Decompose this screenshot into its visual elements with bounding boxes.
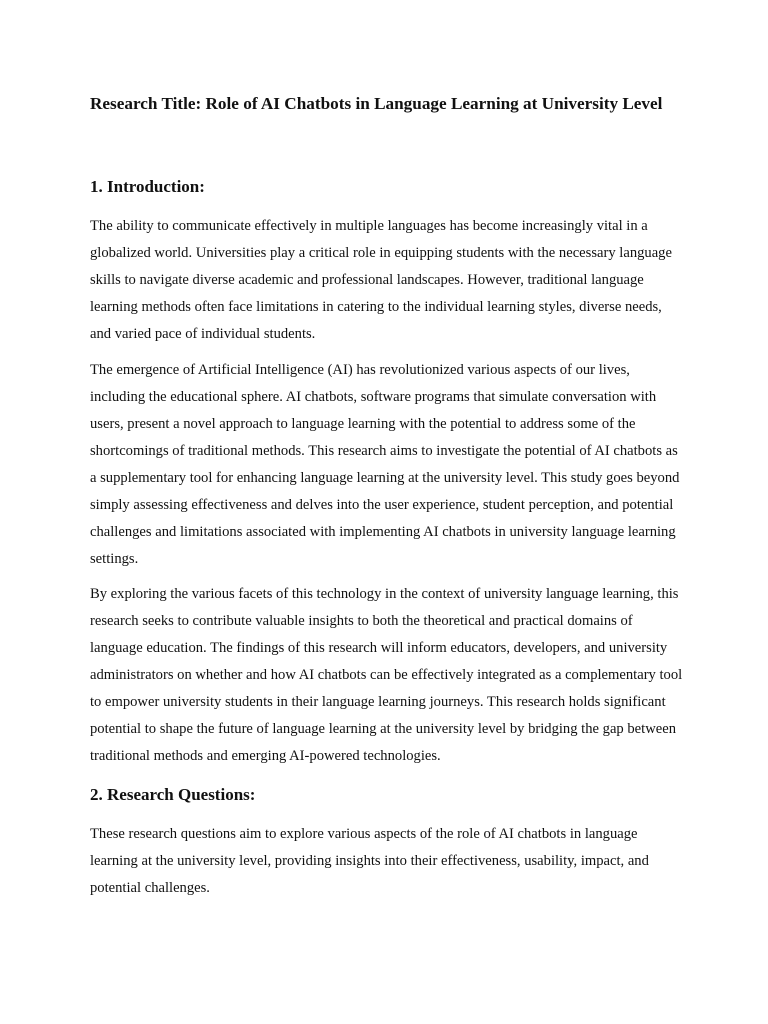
introduction-paragraph-3: By exploring the various facets of this technology in the context of university language learning, this research seeks to contribute valuable insights to both the theoretical and practical domains of language education. The findings of this research will inform educators, developers, and university administrators on whether and how AI chatbots can be effectively integrated as a complementary tool to empower university students in their language learning journeys. This research holds significant potential to shape the future of language learning at the university level by bridging the gap between traditional methods and emerging AI-powered technologies. [90, 586, 683, 764]
section-heading-research-questions: 2. Research Questions: [90, 785, 256, 804]
introduction-paragraph-2: The emergence of Artificial Intelligence (AI) has revolutionized various aspects of our lives, including the educational sphere. AI chatbots, software programs that simulate conversation with users, present a novel approach to language learning with the potential to address some of the shortcomings of traditional methods. This research aims to investigate the potential of AI chatbots as a supplementary tool for enhancing language learning at the university level. This study goes beyond simply assessing effectiveness and delves into the user experience, student perception, and potential challenges and limitations associated with implementing AI chatbots in university language learning settings. [90, 362, 680, 567]
document-title: Research Title: Role of AI Chatbots in Language Learning at University Level [90, 94, 663, 113]
research-questions-paragraph-1: These research questions aim to explore various aspects of the role of AI chatbots in language learning at the university level, providing insights into their effectiveness, usability, impact, and potential challenges. [90, 826, 649, 896]
introduction-paragraph-1: The ability to communicate effectively in multiple languages has become increasingly vital in a globalized world. Universities play a critical role in equipping students with the necessary language skills to navigate diverse academic and professional landscapes. However, traditional language learning methods often face limitations in catering to the individual learning styles, diverse needs, and varied pace of individual students. [90, 218, 672, 342]
section-heading-introduction: 1. Introduction: [90, 177, 205, 196]
